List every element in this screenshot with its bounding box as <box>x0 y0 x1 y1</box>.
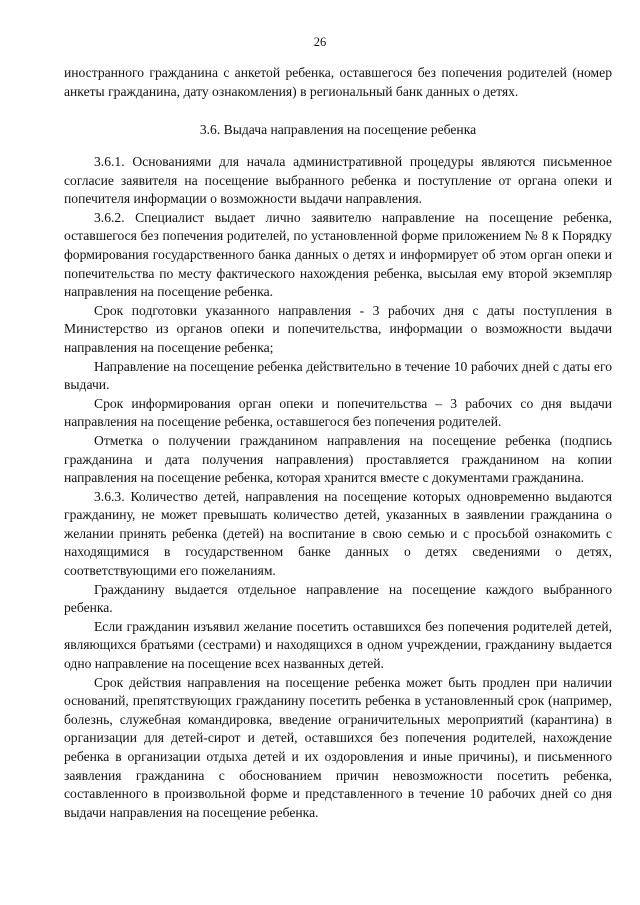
intro-block <box>64 64 612 101</box>
paragraph-3-6-2: 3.6.2. Специалист выдает лично заявителю направление на посещение ребенка, оставшегося без попечения родителей, по установленной форме приложением № 8 к Порядку формирования государственного банка данных о детях и информирует об этом орган опеки и попечительства по месту фактического нахождения ребенка, высылая ему второй экземпляр направления на посещение ребенка. <box>64 209 612 300</box>
paragraph-3-6-1: 3.6.1. Основаниями для начала административной процедуры являются письменное согласие заявителя на посещение выбранного ребенка и поступление от органа опеки и попечителя информации о возможности выдачи направления. <box>64 154 612 207</box>
paragraph-preparation-term: Срок подготовки указанного направления - 3 рабочих дня с даты поступления в Министерство из органов опеки и попечительства, информации о возможности выдачи направления на посещение ребенка; <box>64 302 612 355</box>
intro-paragraph: иностранного гражданина с анкетой ребенка, оставшегося без попечения родителей (номер анкеты гражданина, дату ознакомления) в региональный банк данных о детях. <box>64 65 612 99</box>
paragraph-siblings: Если гражданин изъявил желание посетить оставшихся без попечения родителей детей, являющихся братьями (сестрами) и находящихся в одном учреждении, гражданину выдается одно направление на посещение всех названных детей. <box>64 618 612 672</box>
page-number: 26 <box>313 35 327 49</box>
paragraph-separate-direction: Гражданину выдается отдельное направление на посещение каждого выбранного ребенка. <box>64 581 612 616</box>
paragraph-validity: Направление на посещение ребенка действительно в течение 10 рабочих дней с даты его выдачи. <box>64 358 612 393</box>
section-body <box>64 153 612 822</box>
section-title: 3.6. Выдача направления на посещение ребенка <box>199 122 477 137</box>
paragraph-informing-term: Срок информирования орган опеки и попечительства – 3 рабочих со дня выдачи направления на посещение ребенка, оставшегося без попечения родителей. <box>64 395 612 430</box>
paragraph-extension: Срок действия направления на посещение ребенка может быть продлен при наличии оснований, препятствующих гражданину посетить ребенка в установленный срок (например, болезнь, служебная командировка, введение ограничительных мероприятий (карантина) в организации для детей-сирот и детей, оставшихся без попечения родителей, нахождение ребенка в организации отдыха детей и их оздоровления и иные причины), и письменного заявления гражданина с обоснованием причин невозможности посетить ребенка, составленного в произвольной форме и представленного в течение 10 рабочих дней со дня выдачи направления на посещение ребенка. <box>64 674 612 820</box>
paragraph-3-6-3: 3.6.3. Количество детей, направления на посещение которых одновременно выдаются гражданину, не может превышать количество детей, указанных в заявлении гражданина о желании принять ребенка (детей) на воспитание в свою семью и с просьбой ознакомить с находящимися в государственном банке данных о детях сведениями о детях, соответствующими его пожеланиям. <box>64 488 612 579</box>
paragraph-receipt-mark: Отметка о получении гражданином направления на посещение ребенка (подпись гражданина и дата получения направления) проставляется гражданином на копии направления на посещение ребенка, которая хранится вместе с документами гражданина. <box>64 432 612 486</box>
